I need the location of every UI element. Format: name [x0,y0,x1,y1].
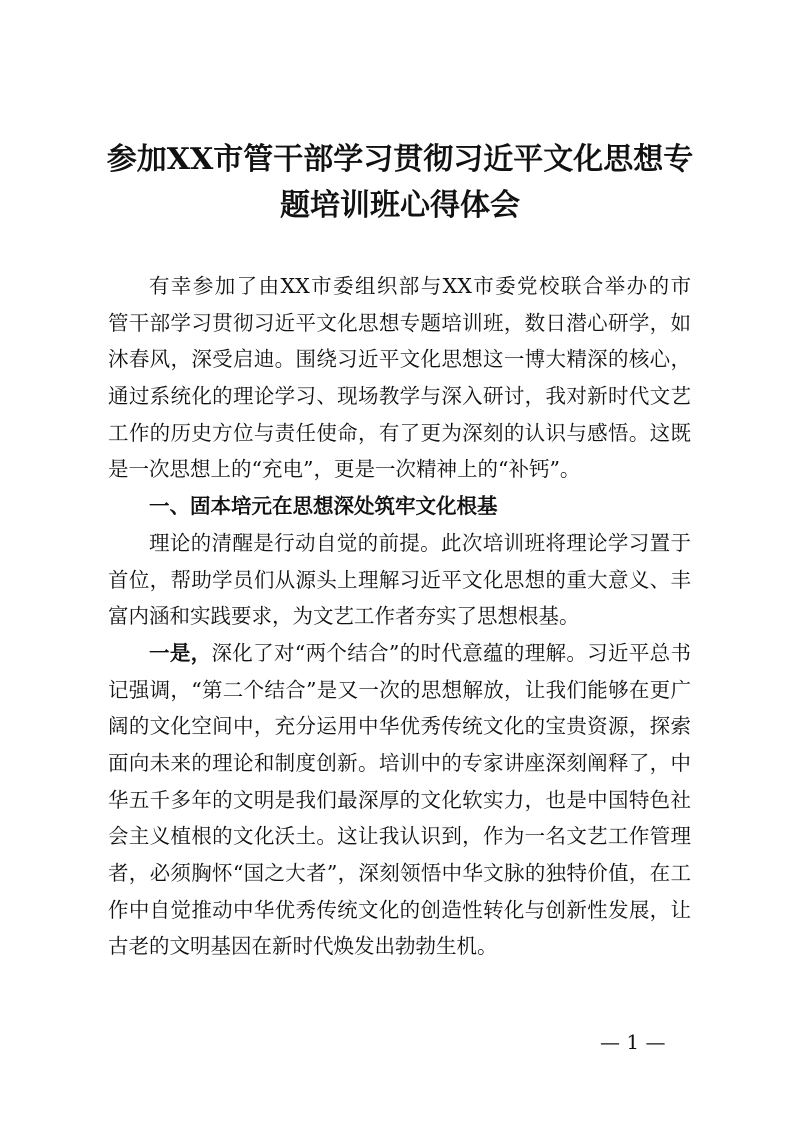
paragraph [108,525,691,635]
text-line [108,635,691,672]
text-line [108,451,691,488]
line-text: 古老的文明基因在新时代焕发出勃勃生机。 [108,934,498,959]
text-line [108,855,691,892]
lead-bold: 一是， [149,640,212,665]
text-line [108,598,691,635]
paragraph [108,268,691,488]
text-line [108,415,691,452]
text-line [108,928,691,965]
text-line [108,341,691,378]
document-body [108,268,691,965]
line-text: 是一次思想上的“充电”，更是一次精神上的“补钙”。 [108,457,581,482]
text-line [108,268,691,305]
paragraph [108,635,691,965]
document-title [100,137,700,229]
text-line [108,672,691,709]
line-text: 通过系统化的理论学习、现场教学与深入研讨，我对新时代文艺 [108,384,691,409]
text-line [108,525,691,562]
text-line [108,745,691,782]
line-text: 华五千多年的文明是我们最深厚的文化软实力，也是中国特色社 [108,787,691,812]
line-text: 沐春风，深受启迪。围绕习近平文化思想这一博大精深的核心， [108,347,691,372]
line-text: 记强调，“第二个结合”是又一次的思想解放，让我们能够在更广 [108,677,691,702]
text-line [108,488,691,525]
line-text: 管干部学习贯彻习近平文化思想专题培训班，数日潜心研学，如 [108,310,691,335]
line-text: 理论的清醒是行动自觉的前提。此次培训班将理论学习置于 [149,530,691,555]
line-text: 作中自觉推动中华优秀传统文化的创造性转化与创新性发展，让 [108,897,691,922]
line-text: 有幸参加了由XX市委组织部与XX市委党校联合举办的市 [149,274,691,298]
line-text: 者，必须胸怀“国之大者”，深刻领悟中华文脉的独特价值，在工 [108,861,691,885]
line-text: 会主义植根的文化沃土。这让我认识到，作为一名文艺工作管理 [108,824,691,849]
text-line [108,378,691,415]
line-text: 富内涵和实践要求，为文艺工作者夯实了思想根基。 [108,604,580,629]
line-text: 面向未来的理论和制度创新。培训中的专家讲座深刻阐释了，中 [108,750,691,775]
text-line [108,708,691,745]
line-text: 工作的历史方位与责任使命，有了更为深刻的认识与感悟。这既 [108,420,691,445]
section-heading [108,488,691,525]
line-text: 首位，帮助学员们从源头上理解习近平文化思想的重大意义、丰 [108,567,691,592]
title-line-1: 参加XX市管干部学习贯彻习近平文化思想专 [106,142,694,177]
title-line-2: 题培训班心得体会 [280,188,520,223]
text-line [108,305,691,342]
text-line [108,818,691,855]
text-line [108,892,691,929]
text-line [108,562,691,599]
line-text: 深化了对“两个结合”的时代意蕴的理解。习近平总书 [211,640,691,665]
line-text: 一、固本培元在思想深处筑牢文化根基 [149,494,498,519]
text-line [108,782,691,819]
page-number: — 1 — [600,1030,666,1054]
line-text: 阔的文化空间中，充分运用中华优秀传统文化的宝贵资源，探索 [108,714,691,739]
